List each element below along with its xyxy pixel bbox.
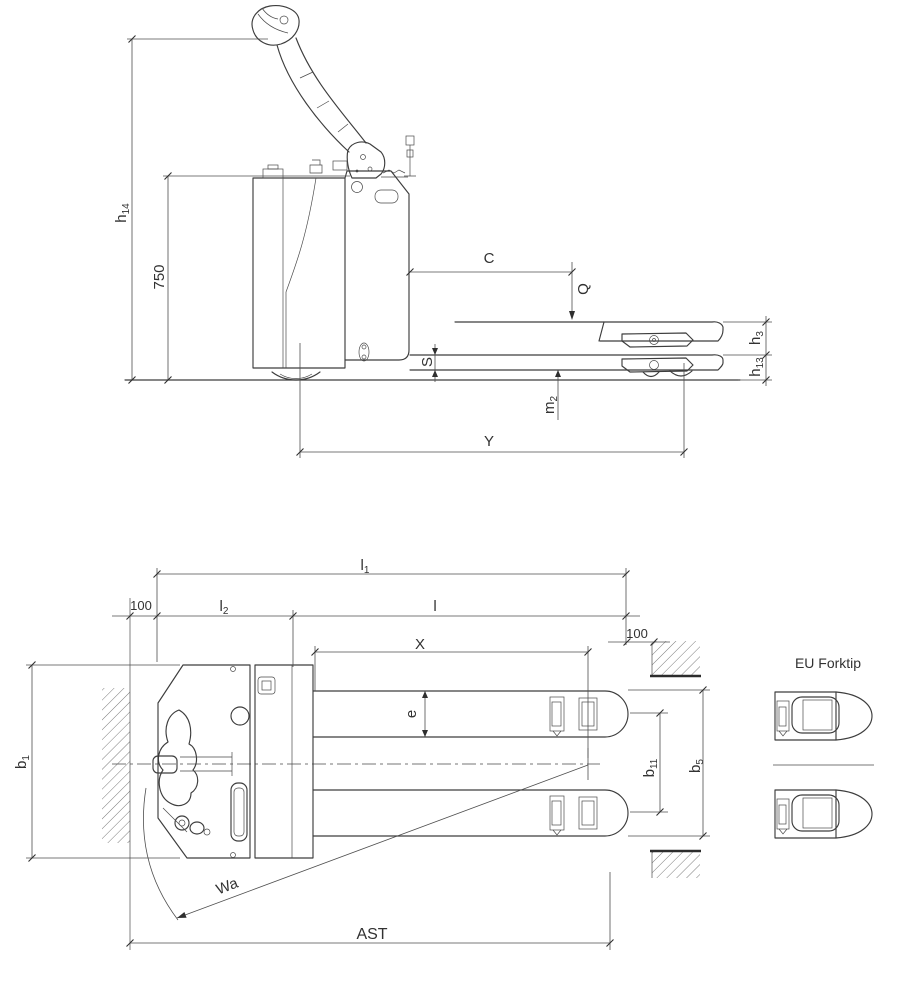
dim-label-h3: $h_3$ [747,331,766,345]
turning-radius [143,765,588,920]
dim-label-C: C [483,250,495,267]
drive-wheel-top [153,756,177,773]
truck-body-top [153,665,313,858]
dim-label-m2: $m_2$ [541,395,560,415]
eu-forktip-title: EU Forktip [794,655,862,671]
dim-label-AST: AST [356,926,388,943]
dim-label-b11: $b_{11}$ [641,758,660,778]
dim-label-e: e [403,709,420,719]
bracket-rod [404,136,416,176]
tiller-arm [252,6,416,178]
dim-label-100-right: 100 [626,626,648,641]
side-view-dimensions [127,39,772,458]
housing-hole [352,182,363,193]
dim-label-l2: $l_2$ [219,598,229,617]
eu-forktip-upper [775,692,872,740]
left-wall [102,598,130,950]
eu-forktip-detail [773,692,874,838]
dim-label-750: 750 [151,264,168,290]
side-view [125,6,772,458]
right-wall-lower [650,851,701,878]
fork-lower-top [313,790,628,836]
eu-forktip-lower [775,790,872,838]
dim-label-Y: Y [483,433,495,450]
fork-upper-top [313,691,628,737]
dim-label-l: l [433,598,437,615]
dim-label-100-left: 100 [130,598,152,613]
dim-label-S: S [419,356,436,368]
dim-label-b5: $b_5$ [687,759,706,773]
right-wall-upper [650,641,701,676]
steering-unit [231,707,249,725]
top-view [26,568,874,950]
grip-slot [375,190,398,203]
drive-wheel [272,372,320,380]
fork-raised-side [455,322,723,347]
dim-label-X: X [414,636,426,653]
dim-label-Wa: Wa [213,874,241,899]
tiller-top-view [153,710,232,835]
load-label-Q: Q [575,283,592,295]
dim-label-l1: $l_1$ [360,557,370,576]
dimension-ticks [29,36,770,947]
dim-label-h14: $h_{14}$ [113,203,132,223]
fork-lowered-side [410,355,723,377]
dim-label-b1: $b_1$ [13,755,32,769]
truck-body-side [253,165,409,380]
dim-label-h13: $h_{13}$ [747,357,766,377]
